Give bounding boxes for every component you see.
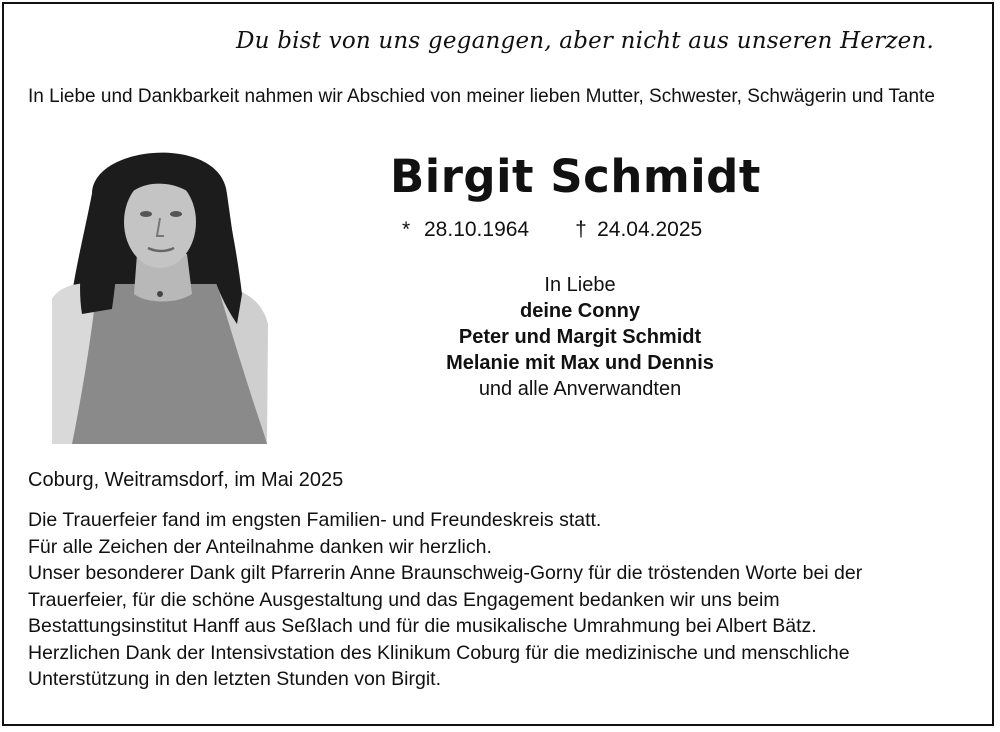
death-symbol: †: [575, 218, 587, 241]
mourner-name: Melanie mit Max und Dennis: [446, 352, 714, 374]
text-line: Unterstützung in den letzten Stunden von Birgit.: [28, 668, 442, 690]
life-dates: [402, 218, 702, 242]
mourners-block: [390, 272, 770, 402]
intro-text: In Liebe und Dankbarkeit nahmen wir Abschied von meiner lieben Mutter, Schwester, Schwägerin und Tante: [28, 86, 935, 107]
mourners-closing: und alle Anverwandten: [478, 378, 682, 400]
acknowledgement-text: [28, 507, 978, 693]
death-date: 24.04.2025: [597, 218, 703, 241]
birth-date: 28.10.1964: [424, 218, 530, 241]
text-line: Herzlichen Dank der Intensivstation des Klinikum Coburg für die medizinische und menschliche: [28, 641, 850, 664]
portrait-photo: [52, 134, 268, 444]
motto-line: Du bist von uns gegangen, aber nicht aus unseren Herzen.: [236, 28, 934, 54]
text-line: Die Trauerfeier fand im engsten Familien- und Freundeskreis statt.: [28, 509, 602, 531]
place-date: Coburg, Weitramsdorf, im Mai 2025: [28, 469, 344, 491]
text-line: Bestattungsinstitut Hanff aus Seßlach und für die musikalische Umrahmung bei Albert Bätz.: [28, 615, 817, 637]
mourner-name: deine Conny: [519, 300, 640, 322]
text-line: Für alle Zeichen der Anteilnahme danken wir herzlich.: [28, 535, 492, 558]
mourner-name: Peter und Margit Schmidt: [458, 326, 702, 348]
birth-symbol: *: [402, 218, 411, 241]
deceased-name: Birgit Schmidt: [390, 150, 761, 203]
mourners-opening: In Liebe: [544, 274, 616, 296]
text-line: Unser besonderer Dank gilt Pfarrerin Anne Braunschweig-Gorny für die tröstenden Worte bei der: [28, 562, 863, 584]
text-line: Trauerfeier, für die schöne Ausgestaltung und das Engagement bedanken wir uns beim: [28, 588, 780, 611]
